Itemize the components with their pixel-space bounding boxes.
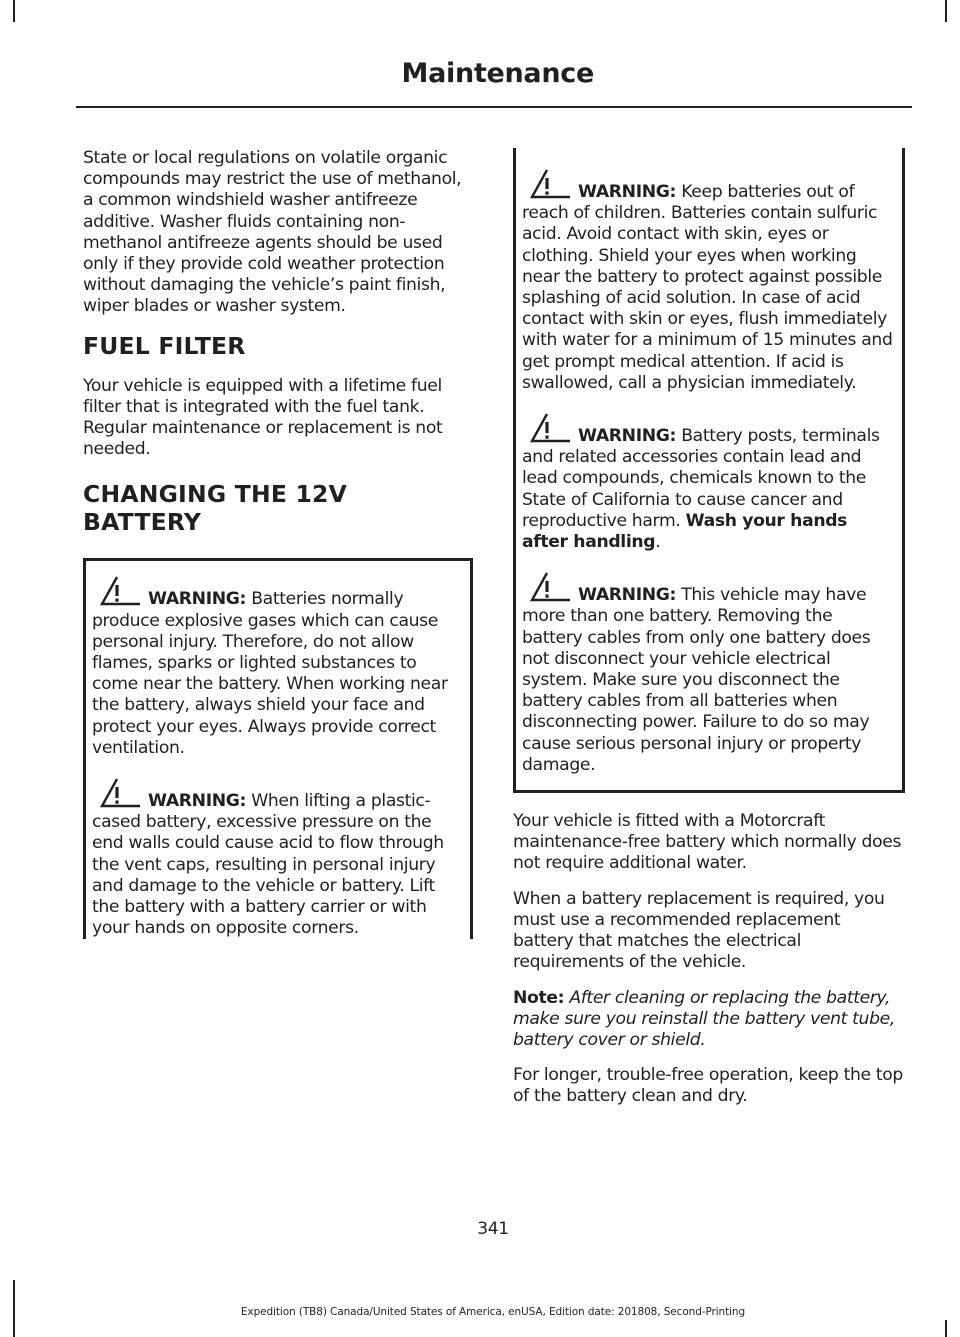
note-paragraph <box>513 988 905 1052</box>
left-column <box>83 148 473 957</box>
crop-mark-top-left-v <box>13 0 15 22</box>
warning-triangle-icon <box>522 571 572 603</box>
warning-multiple-batteries <box>522 571 896 776</box>
warning-plastic-cased <box>92 777 464 939</box>
warning-label: WARNING: <box>578 426 677 447</box>
keep-clean-paragraph: For longer, trouble-free operation, keep the top of the battery clean and dry. <box>513 1065 903 1107</box>
page-number: 341 <box>477 1219 509 1239</box>
warning-box-right <box>513 148 905 793</box>
wash-hands-emphasis: Wash your hands after handling <box>522 510 848 553</box>
warning-lead-compounds <box>522 412 896 553</box>
warning-triangle-icon <box>92 575 142 607</box>
warning-explosive-gases <box>92 575 464 759</box>
battery-replacement-paragraph: When a battery replacement is required, you must use a recommended replacement battery that matches the electrical requirements of the vehicle. <box>513 888 885 973</box>
warning-label: WARNING: <box>148 791 247 812</box>
fuel-filter-heading: FUEL FILTER <box>83 331 246 360</box>
motorcraft-battery-paragraph: Your vehicle is fitted with a Motorcraft maintenance-free battery which normally does not require additional water. <box>513 811 902 874</box>
warning-text: This vehicle may have more than one battery. Removing the battery cables from only one battery does not disconnect your vehicle electrical system. Make sure you disconnect the battery cables from all batteries when disconnecting power. Failure to do so may cause serious personal injury or property damage. <box>522 585 871 775</box>
note-label: Note: <box>513 987 565 1008</box>
crop-mark-top-right-v <box>945 0 947 22</box>
warning-triangle-icon <box>92 777 142 809</box>
warning-end-punctuation: . <box>655 532 661 553</box>
warning-text: When lifting a plastic-cased battery, excessive pressure on the end walls could cause acid to flow through the vent caps, resulting in personal injury and damage to the vehicle or battery. Lift the battery with a battery carrier or with your hands on opposite corners. <box>92 791 444 939</box>
warning-text: Batteries normally produce explosive gases which can cause personal injury. Therefore, do not allow flames, sparks or lighted substances to come near the battery. When working near the battery, always shield your face and protect your eyes. Always provide correct ventilation. <box>92 589 448 758</box>
washer-fluid-paragraph: State or local regulations on volatile organic compounds may restrict the use of methanol, a common windshield washer antifreeze additive. Washer fluids containing non-methanol antifreeze agents should be used only if they provide cold weather protection without damaging the vehicle’s paint finish, wiper blades or washer system. <box>83 148 462 317</box>
warning-text: Keep batteries out of reach of children. Batteries contain sulfuric acid. Avoid contact with skin, eyes or clothing. Shield your eyes when working near the battery to protect against possible splashing of acid solution. In case of acid contact with skin or eyes, flush immediately with water for a minimum of 15 minutes and get prompt medical attention. If acid is swallowed, call a physician immediately. <box>522 182 893 393</box>
changing-battery-heading: CHANGING THE 12V BATTERY <box>83 480 347 537</box>
warning-label: WARNING: <box>148 589 247 610</box>
header-rule <box>76 106 912 108</box>
warning-text: Battery posts, terminals and related accessories contain lead and lead compounds, chemicals known to the State of California to cause cancer and reproductive harm. <box>522 426 880 531</box>
warning-label: WARNING: <box>578 585 677 606</box>
warning-keep-from-children <box>522 168 896 394</box>
warning-triangle-icon <box>522 412 572 444</box>
footer-edition-info: Expedition (TB8) Canada/United States of America, enUSA, Edition date: 201808, Second-Printing <box>240 1306 746 1318</box>
right-column <box>513 148 905 1122</box>
page-title: Maintenance <box>401 58 594 89</box>
warning-box-left <box>83 558 473 939</box>
fuel-filter-paragraph: Your vehicle is equipped with a lifetime fuel filter that is integrated with the fuel tank. Regular maintenance or replacement is not needed. <box>83 375 443 460</box>
warning-label: WARNING: <box>578 182 677 202</box>
warning-triangle-icon <box>522 168 572 200</box>
note-text: After cleaning or replacing the battery, make sure you reinstall the battery vent tube, battery cover or shield. <box>513 987 895 1050</box>
